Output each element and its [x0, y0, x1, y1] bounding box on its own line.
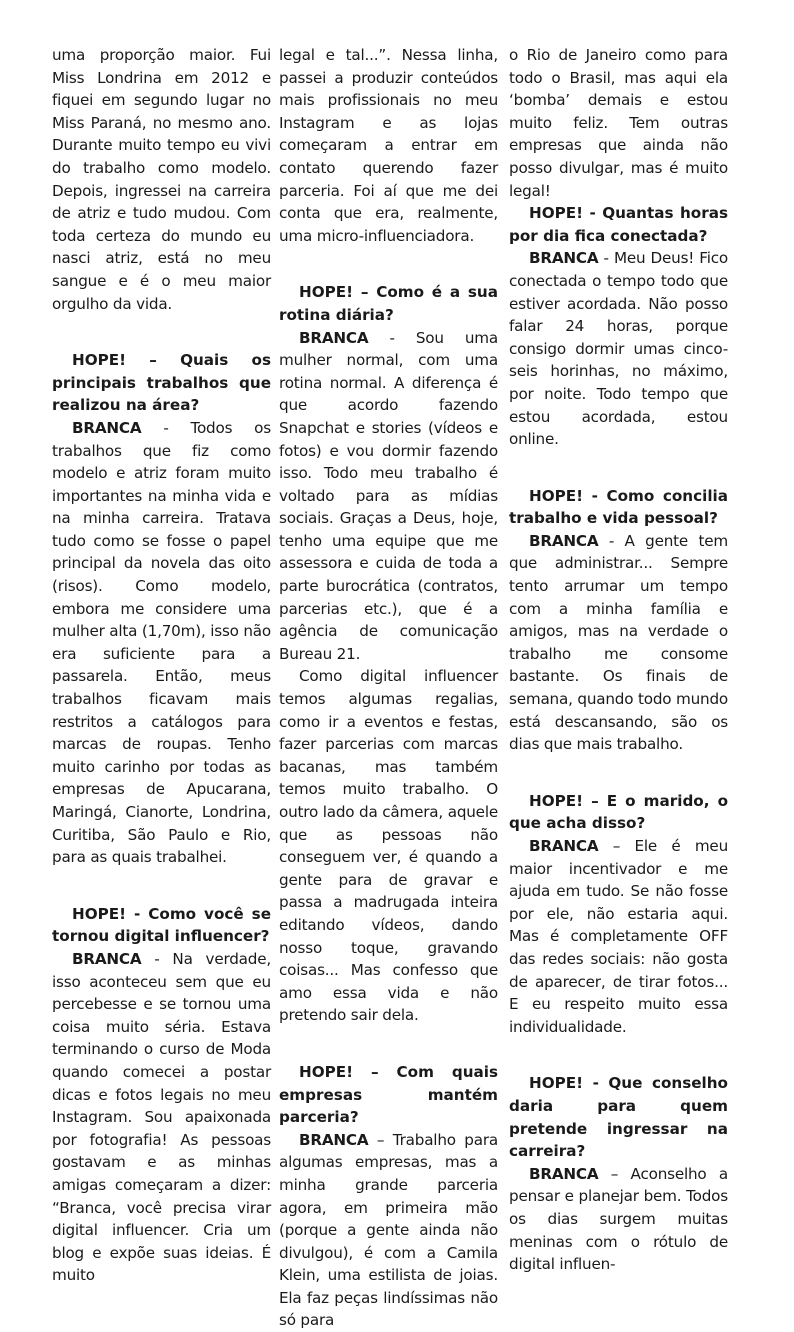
- speaker-name: BRANCA: [529, 531, 599, 550]
- answer-text: - A gente tem que administrar... Sempre tento arrumar um tempo com a minha família e amigos, mas na verdade o trabalho me consome bastante. Os finais de semana, quando todo mundo está descansando, são os dias que mais trabalho.: [509, 531, 728, 754]
- paragraph: legal e tal...”. Nessa linha, passei a produzir conteúdos mais profissionais no meu Instagram e as lojas começaram a entrar em contato querendo fazer parceria. Foi aí que me dei conta que era, realmente, uma micro-influenciadora.: [279, 46, 498, 245]
- answer-text: - Todos os trabalhos que fiz como modelo e atriz foram muito importantes na minha vida e na minha carreira. Tratava tudo como se fosse o papel principal da novela das oito (risos). Como modelo, embora me considere uma mulher alta (1,70m), isso não era suficiente para a passarela. Então, meus trabalhos ficavam mais restritos a catálogos para marcas de roupas. Tenho muito carinho por todas as empresas de Apucarana, Maringá, Cianorte, Londrina, Curitiba, São Paulo e Rio, para as quais trabalhei.: [52, 418, 272, 867]
- column-2: [279, 44, 498, 1332]
- answer-text: – Aconselho a pensar e planejar bem. Todos os dias surgem muitas meninas com o rótulo de digital influen-: [509, 1164, 728, 1274]
- interview-question: HOPE! – Com quais empresas mantém parceria?: [279, 1062, 498, 1127]
- interview-answer: [509, 530, 728, 756]
- paragraph: o Rio de Janeiro como para todo o Brasil, mas aqui ela ‘bomba’ demais e estou muito feliz. Tem outras empresas que ainda não posso divulgar, mas é muito legal!: [509, 46, 728, 200]
- interview-answer: [509, 835, 728, 1038]
- interview-question: HOPE! - Como concilia trabalho e vida pessoal?: [509, 486, 728, 528]
- interview-question: HOPE! - Quantas horas por dia fica conectada?: [509, 204, 728, 245]
- speaker-name: BRANCA: [529, 1164, 599, 1183]
- interview-answer: [509, 247, 728, 450]
- interview-answer: [279, 1129, 498, 1332]
- speaker-name: BRANCA: [529, 249, 599, 268]
- interview-question: HOPE! – Como é a sua rotina diária?: [279, 283, 498, 324]
- interview-question: HOPE! - Que conselho daria para quem pretende ingressar na carreira?: [509, 1074, 728, 1161]
- interview-question: HOPE! – E o marido, o que acha disso?: [509, 791, 728, 833]
- interview-answer: [509, 1163, 728, 1276]
- speaker-name: BRANCA: [299, 1130, 369, 1149]
- interview-question: HOPE! – Quais os principais trabalhos que realizou na área?: [52, 351, 271, 415]
- column-3: [509, 44, 728, 1276]
- answer-text: - Meu Deus! Fico conectada o tempo todo que estiver acordada. Não posso falar 24 horas, porque consigo dormir umas cinco-seis horinhas, no máximo, por noite. Todo tempo que estou acordada, estou online.: [509, 249, 728, 449]
- answer-text: - Na verdade, isso aconteceu sem que eu percebesse e se tornou uma coisa muito séria. Estava terminando o curso de Moda quando comecei a postar dicas e fotos legais no meu Instagram. Sou apaixonada por fotografia! As pessoas gostavam e as minhas amigas começaram a dizer: “Branca, você precisa virar digital influencer. Cria um blog e expõe suas ideias. É muito: [52, 949, 271, 1285]
- answer-text: – Ele é meu maior incentivador e me ajuda em tudo. Se não fosse por ele, não estaria aqui. Mas é completamente OFF das redes sociais: não gosta de aparecer, de tirar fotos... E eu respeito muito essa individualidade.: [509, 837, 728, 1036]
- speaker-name: BRANCA: [299, 328, 369, 347]
- speaker-name: BRANCA: [72, 418, 142, 437]
- speaker-name: BRANCA: [529, 837, 599, 855]
- paragraph: uma proporção maior. Fui Miss Londrina em 2012 e fiquei em segundo lugar no Miss Paraná, no mesmo ano. Durante muito tempo eu vivi do trabalho como modelo. Depois, ingressei na carreira de atriz e tudo mudou. Com toda certeza do mundo eu nasci atriz, está no meu sangue e é o meu maior orgulho da vida.: [52, 46, 271, 313]
- paragraph: Como digital influencer temos algumas regalias, como ir a eventos e festas, fazer parcerias com marcas bacanas, mas também temos muito trabalho. O outro lado da câmera, aquele que as pessoas não conseguem ver, é quando a gente para de gravar e passa a madrugada inteira editando vídeos, dando nosso toque, gravando coisas... Mas confesso que amo essa vida e não pretendo sair dela.: [279, 667, 498, 1025]
- answer-text: - Sou uma mulher normal, com uma rotina normal. A diferença é que acordo fazendo Snapchat e stories (vídeos e fotos) e vou dormir fazendo isso. Todo meu trabalho é voltado para as mídias sociais. Graças a Deus, hoje, tenho uma equipe que me assessora e cuida de toda a parte burocrática (contratos, parcerias etc.), que é a agência de comunicação Bureau 21.: [279, 328, 498, 663]
- interview-answer: [52, 948, 271, 1287]
- answer-text: – Trabalho para algumas empresas, mas a minha grande parceria agora, em primeira mão (porque a gente ainda não divulgou), é com a Camila Klein, uma estilista de joias. Ela faz peças lindíssimas não só para: [279, 1130, 498, 1330]
- interview-question: HOPE! - Como você se tornou digital influencer?: [52, 904, 271, 946]
- speaker-name: BRANCA: [72, 949, 142, 968]
- interview-answer: [52, 417, 271, 869]
- column-1: [52, 44, 271, 1287]
- interview-answer: [279, 327, 498, 666]
